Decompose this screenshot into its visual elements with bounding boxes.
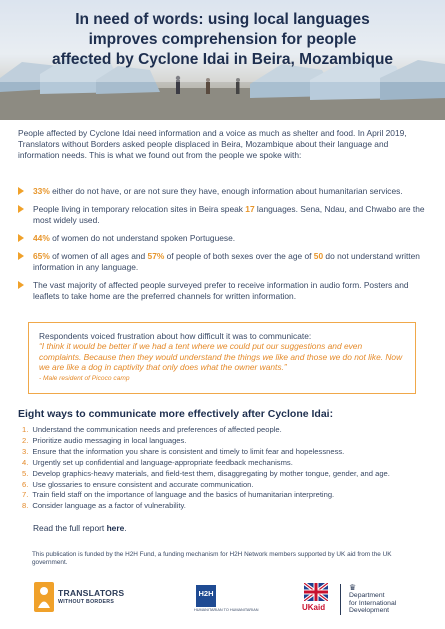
ways-list bbox=[22, 425, 432, 512]
finding-stat: 17 bbox=[245, 204, 255, 214]
dfid-line-1: Department bbox=[349, 592, 385, 599]
h2h-tagline: HUMANITARIAN TO HUMANITARIAN bbox=[194, 608, 259, 612]
triangle-bullet-icon bbox=[18, 252, 24, 260]
key-findings-list bbox=[18, 186, 430, 309]
way-number: 8. bbox=[22, 501, 29, 511]
finding-text: People living in temporary relocation sites in Beira speak bbox=[33, 204, 246, 214]
finding-text: The vast majority of affected people surveyed prefer to receive information in audio form. Posters and leaflets to take home are the preferred channels for written information. bbox=[33, 280, 409, 301]
way-item bbox=[22, 425, 432, 436]
finding-stat: 65% bbox=[33, 251, 50, 261]
way-item bbox=[22, 458, 432, 469]
quote-text: “I think it would be better if we had a tent where we could put our suggestions and even complaints. Because then they would understand the things we like and those we do not like. Now we are like a dog in captivity that only does what the owner wants.” bbox=[39, 341, 403, 372]
finding-item bbox=[18, 233, 430, 244]
dfid-line-2: for International bbox=[349, 599, 397, 607]
finding-stat: 57% bbox=[147, 251, 165, 261]
way-number: 5. bbox=[22, 468, 29, 478]
finding-text: do not understand written information in any language. bbox=[33, 251, 420, 272]
ukaid-logo bbox=[300, 583, 344, 615]
finding-text: of people of both sexes over the age of bbox=[164, 251, 314, 261]
title-line-1: In need of words: using local languages bbox=[75, 11, 370, 28]
report-prefix: Read the full report bbox=[33, 523, 107, 533]
way-number: 2. bbox=[22, 435, 29, 445]
quote-attribution: - Male resident of Picoco camp bbox=[39, 374, 130, 382]
twb-tagline: WITHOUT BORDERS bbox=[58, 599, 115, 605]
finding-item bbox=[18, 251, 430, 273]
finding-item bbox=[18, 280, 430, 302]
finding-stat: 44% bbox=[33, 233, 50, 243]
finding-text: either do not have, or are not sure they have, enough information about humanitarian services. bbox=[49, 186, 403, 196]
finding-text: of women of all ages and bbox=[49, 251, 148, 261]
quote-box bbox=[28, 322, 416, 394]
way-text: Consider language as a factor of vulnerability. bbox=[32, 501, 186, 511]
crest-icon: ♛ bbox=[349, 583, 357, 592]
way-text: Prioritize audio messaging in local languages. bbox=[32, 435, 187, 445]
triangle-bullet-icon bbox=[18, 281, 24, 289]
finding-item bbox=[18, 186, 430, 197]
triangle-bullet-icon bbox=[18, 205, 24, 213]
title-line-2: improves comprehension for people bbox=[88, 31, 357, 48]
triangle-bullet-icon bbox=[18, 187, 24, 195]
way-number: 6. bbox=[22, 479, 29, 489]
full-report-link[interactable]: here bbox=[106, 523, 125, 533]
ways-heading: Eight ways to communicate more effectively after Cyclone Idai: bbox=[18, 408, 334, 420]
page-title bbox=[0, 10, 445, 70]
way-item bbox=[22, 480, 432, 491]
triangle-bullet-icon bbox=[18, 234, 24, 242]
ukaid-text: UKaid bbox=[302, 603, 326, 612]
full-report-line bbox=[33, 523, 127, 533]
way-text: Ensure that the information you share is consistent and timely to limit fear and hopelessness. bbox=[32, 446, 345, 456]
way-item bbox=[22, 469, 432, 480]
union-flag-icon bbox=[304, 583, 328, 601]
report-suffix: . bbox=[124, 523, 127, 533]
dfid-line-3: Development bbox=[349, 607, 390, 615]
twb-name: TRANSLATORS bbox=[58, 588, 125, 598]
way-item bbox=[22, 501, 432, 512]
way-text: Train field staff on the importance of language and the basics of humanitarian interpreting. bbox=[32, 490, 335, 500]
way-text: Use glossaries to ensure consistent and accurate communication. bbox=[32, 479, 254, 489]
way-text: Understand the communication needs and preferences of affected people. bbox=[32, 425, 282, 434]
way-number: 1. bbox=[22, 425, 29, 434]
way-number: 4. bbox=[22, 457, 29, 467]
finding-stat: 50 bbox=[313, 251, 324, 261]
intro-paragraph: People affected by Cyclone Idai need information and a voice as much as shelter and food. In April 2019, Translators without Borders asked people displaced in Beira, Mozambique about their language and information needs. This is what we found out from the people we spoke with: bbox=[18, 128, 407, 160]
way-item bbox=[22, 490, 432, 501]
dfid-logo bbox=[340, 584, 420, 615]
way-number: 3. bbox=[22, 446, 29, 456]
way-text: Develop graphics-heavy materials, and field-test them, disaggregating by mother tongue, gender, and age. bbox=[32, 468, 390, 478]
finding-text: of women do not understand spoken Portuguese. bbox=[49, 233, 236, 243]
finding-text: languages. Sena, Ndau, and Chwabo are the most widely used. bbox=[33, 204, 425, 225]
way-item bbox=[22, 447, 432, 458]
twb-icon bbox=[34, 582, 54, 612]
h2h-logo: H2H bbox=[196, 585, 216, 607]
finding-stat: 33% bbox=[33, 186, 50, 196]
way-text: Urgently set up confidential and language-appropriate feedback mechanisms. bbox=[32, 457, 293, 467]
hero-banner bbox=[0, 0, 445, 120]
quote-intro: Respondents voiced frustration about how difficult it was to communicate: bbox=[39, 331, 312, 341]
title-line-3: affected by Cyclone Idai in Beira, Mozambique bbox=[51, 51, 394, 68]
twb-logo bbox=[34, 582, 134, 612]
funding-note: This publication is funded by the H2H Fund, a funding mechanism for H2H Network members supported by UK aid from the UK government. bbox=[32, 551, 392, 566]
way-item bbox=[22, 436, 432, 447]
finding-item bbox=[18, 204, 430, 226]
way-number: 7. bbox=[22, 490, 29, 500]
